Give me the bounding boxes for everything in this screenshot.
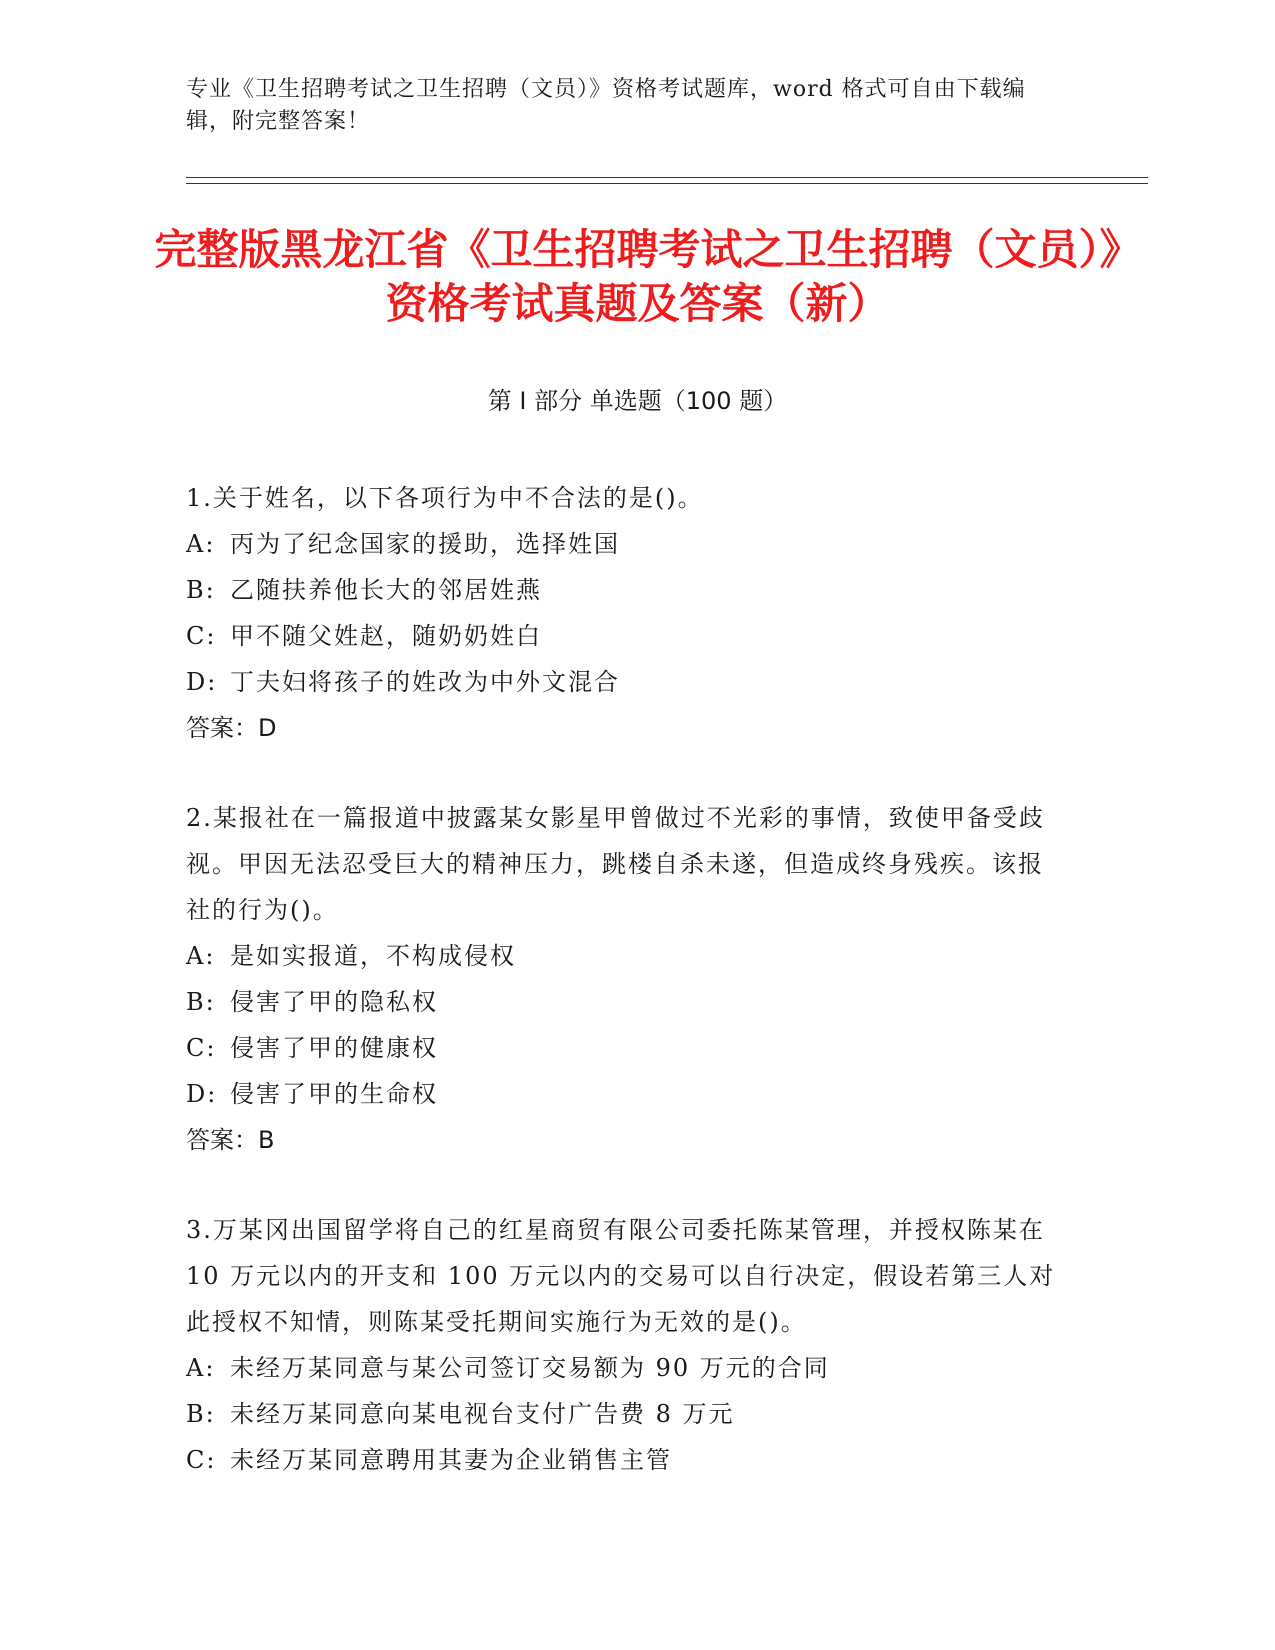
option-text: 侵害了甲的隐私权 (230, 988, 438, 1016)
option-c (186, 613, 1066, 659)
option-key: A: (186, 1354, 216, 1382)
option-text: 丙为了纪念国家的援助，选择姓国 (230, 530, 620, 558)
option-d (186, 1071, 1066, 1117)
question-item (186, 475, 1066, 751)
option-key: B: (186, 988, 216, 1016)
option-key: C: (186, 1034, 217, 1062)
option-text: 乙随扶养他长大的邻居姓燕 (230, 576, 542, 604)
option-text: 侵害了甲的健康权 (230, 1034, 438, 1062)
header-rule-bottom (186, 183, 1148, 184)
question-stem: 3.万某冈出国留学将自己的红星商贸有限公司委托陈某管理，并授权陈某在 10 万元以内的开支和 100 万元以内的交易可以自行决定，假设若第三人对此授权不知情，则陈某受托期间实施行为无效的是()。 (186, 1216, 1056, 1336)
option-key: A: (186, 942, 216, 970)
question-stem: 1.关于姓名，以下各项行为中不合法的是()。 (186, 484, 704, 512)
option-c (186, 1025, 1066, 1071)
option-b (186, 1391, 1066, 1437)
option-text: 甲不随父姓赵，随奶奶姓白 (230, 622, 542, 650)
option-a (186, 1345, 1066, 1391)
option-a (186, 933, 1066, 979)
option-key: D: (186, 668, 218, 696)
option-text: 是如实报道，不构成侵权 (230, 942, 516, 970)
section-title: 第 I 部分 单选题（100 题） (487, 387, 788, 415)
option-text: 侵害了甲的生命权 (230, 1080, 438, 1108)
option-key: B: (186, 576, 216, 604)
option-key: B: (186, 1400, 216, 1428)
option-key: A: (186, 530, 216, 558)
option-b (186, 979, 1066, 1025)
option-text: 丁夫妇将孩子的姓改为中外文混合 (230, 668, 620, 696)
question-item (186, 795, 1066, 1163)
question-list (186, 475, 1066, 1527)
option-c (186, 1437, 1066, 1483)
option-b (186, 567, 1066, 613)
option-text: 未经万某同意聘用其妻为企业销售主管 (230, 1446, 672, 1474)
option-text: 未经万某同意与某公司签订交易额为 90 万元的合同 (230, 1354, 830, 1382)
option-d (186, 659, 1066, 705)
question-stem: 2.某报社在一篇报道中披露某女影星甲曾做过不光彩的事情，致使甲备受歧视。甲因无法忍受巨大的精神压力，跳楼自杀未遂，但造成终身残疾。该报社的行为()。 (186, 804, 1045, 924)
option-key: D: (186, 1080, 218, 1108)
header-note: 专业《卫生招聘考试之卫生招聘（文员）》资格考试题库，word 格式可自由下载编辑，附完整答案！ (186, 77, 1026, 134)
header-rule-top (186, 177, 1148, 178)
option-a (186, 521, 1066, 567)
question-item (186, 1207, 1066, 1483)
option-key: C: (186, 622, 217, 650)
option-key: C: (186, 1446, 217, 1474)
document-title: 完整版黑龙江省《卫生招聘考试之卫生招聘（文员）》资格考试真题及答案（新） (154, 225, 1121, 328)
answer-line: 答案：D (186, 714, 277, 742)
option-text: 未经万某同意向某电视台支付广告费 8 万元 (230, 1400, 735, 1428)
answer-line: 答案：B (186, 1126, 275, 1154)
